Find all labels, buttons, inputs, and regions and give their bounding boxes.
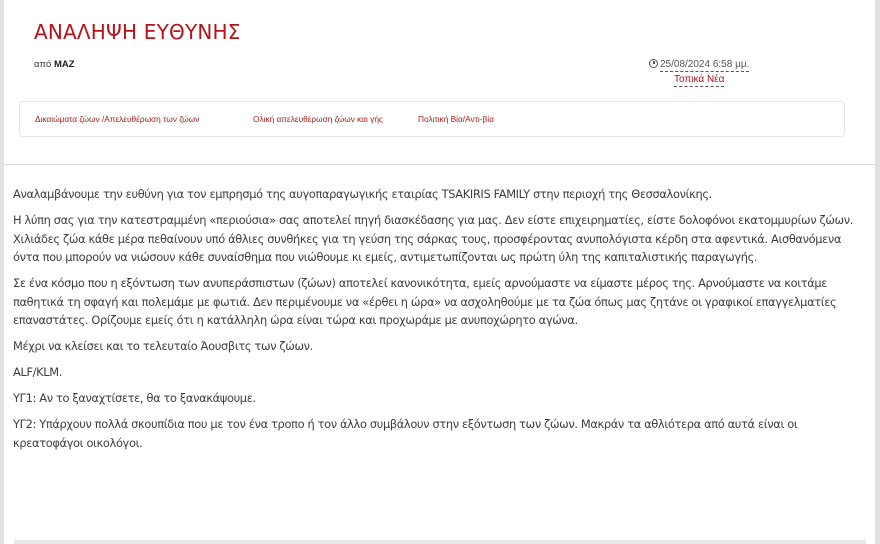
tag-link-political-violence[interactable]: Πολιτική Βία/Αντι-βία: [418, 114, 494, 124]
article-body: [13, 185, 868, 460]
paragraph: ΥΓ1: Αν το ξαναχτίσετε, θα το ξανακάψουμε.: [13, 391, 256, 405]
byline: [34, 59, 75, 70]
paragraph: Σε ένα κόσμο που η εξόντωση των ανυπεράσπιστων (ζώων) αποτελεί κανονικότητα, εμείς αρνούμαστε να είμαστε μέρος της. Αρνούμαστε να κοιτάμε παθητικά τη σφαγή και πολεμάμε με φωτιά. Δεν περιμένουμε να «έρθει η ώρα» να ασχοληθούμε με τα ζώα όπως μας ζητάνε οι γραφικοί επαγγελματίες επαναστάτες. Ορίζουμε εμείς ότι η κατάλληλη ώρα είναι τώρα και προχωράμε με ανυποχώρητο αγώνα.: [13, 276, 837, 327]
author-name: MAZ: [53, 59, 75, 70]
category-link[interactable]: Τοπικά Νέα: [673, 74, 725, 85]
tags-box: [19, 101, 845, 137]
article-header: [4, 0, 875, 165]
tag-link-animal-rights[interactable]: Δικαιώματα ζώων /Απελευθέρωση των ζώων: [35, 114, 200, 124]
byline-prefix: από: [34, 59, 52, 70]
article-card: [4, 0, 875, 544]
paragraph: Αναλαμβάνουμε την ευθύνη για τον εμπρησμό της αυγοπαραγωγικής εταιρίας TSAKIRIS FAMILY στην περιοχή της Θεσσαλονίκης.: [13, 187, 712, 201]
publish-date[interactable]: 25/08/2024 6:58 μμ.: [660, 59, 750, 70]
tag-link-total-liberation[interactable]: Ολική απελευθέρωση ζώων και γής: [253, 114, 383, 124]
paragraph: ALF/KLM.: [13, 365, 62, 379]
footer-divider: [14, 540, 866, 544]
clock-icon: [649, 59, 658, 68]
article-title: ΑΝΑΛΗΨΗ ΕΥΘΥΝΗΣ: [34, 20, 241, 44]
paragraph: ΥΓ2: Υπάρχουν πολλά σκουπίδια που με τον ένα τροπο ή τον άλλο συμβάλουν στην εξόντωση των ζώων. Μακράν τα αθλιότερα από αυτά είναι οι κρεατοφάγοι οικολόγοι.: [13, 417, 798, 450]
article-meta: [649, 57, 749, 87]
paragraph: Η λύπη σας για την κατεστραμμένη «περιούσια» σας αποτελεί πηγή διασκέδασης για μας. Δεν είστε επιχειρηματίες, είστε δολοφόνοι εκατομμυρίων ζώων. Χιλιάδες ζώα κάθε μέρα πεθαίνουν υπό άθλιες συνθήκες για τη γεύση της σάρκας τους, προσφέροντας ανυπολόγιστα κέρδη στα αφεντικά. Αισθανόμενα όντα που μπορούν να νιώσουν κάθε συναίσθημα που νιώθουμε κι εμείς, αντιμετωπίζονται ως πρώτη ύλη της καπιταλιστικής παραγωγής.: [13, 213, 854, 264]
paragraph: Μέχρι να κλείσει και το τελευταίο Άουσβιτς των ζώων.: [13, 339, 313, 353]
